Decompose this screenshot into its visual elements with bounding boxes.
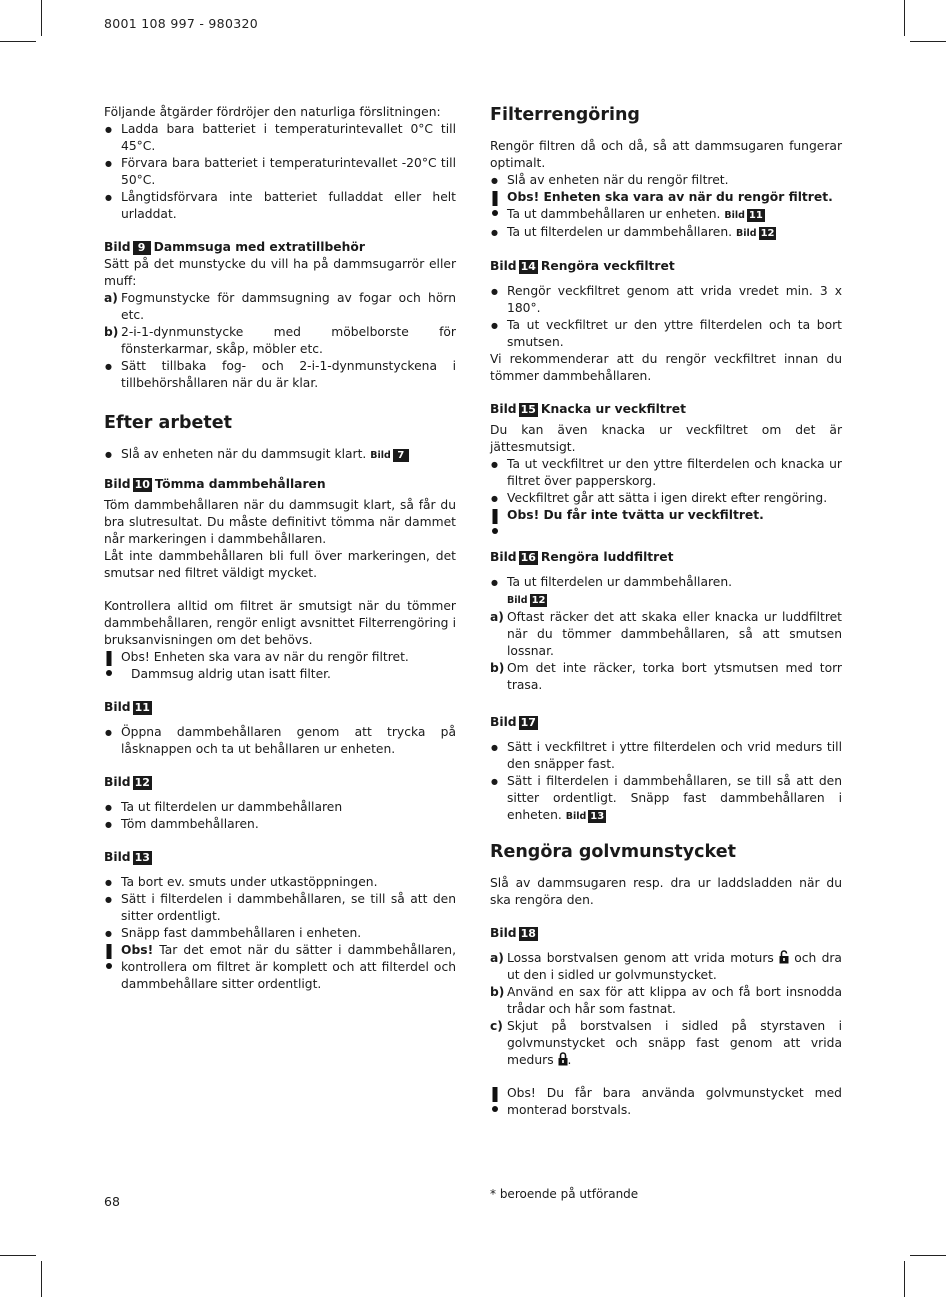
section-text: Vi rekommenderar att du rengör veckfiltret innan du tömmer dammbehållaren. xyxy=(490,352,842,383)
section-text: Töm dammbehållaren när du dammsugit klart, så får du bra slutresultat. Du måste definitivt tömma när dammet når markeringen i dammbehållaren. xyxy=(104,498,456,546)
lettered-list xyxy=(104,290,456,358)
section-heading-bild-15: Bild 15 Knacka ur veckfiltret xyxy=(490,402,686,416)
section-heading-bild-10: Bild 10 Tömma dammbehållaren xyxy=(104,477,326,491)
lock-icon xyxy=(558,1052,568,1066)
warning-note: Obs! Tar det emot när du sätter i dammbehållaren, kontrollera om filtret är komplett och att filterdel och dammbehållare sitter ordentligt. xyxy=(104,942,456,993)
figure-number-badge: 12 xyxy=(760,228,775,239)
list-item: ● Sätt i filterdelen i dammbehållaren, se till så att den sitter ordentligt. xyxy=(104,891,456,925)
figure-number-badge: 18 xyxy=(520,926,536,940)
figure-number-badge: 17 xyxy=(520,715,536,729)
section-text: Kontrollera alltid om filtret är smutsigt när du tömmer dammbehållaren, rengör enligt avsnittet Filterrengöring i bruksanvisningen om det behövs. xyxy=(104,599,456,647)
list-item: ● Ta ut veckfiltret ur den yttre filterdelen och knacka ur filtret över papperskorg. xyxy=(490,456,842,490)
crop-mark xyxy=(904,0,905,36)
section-heading-bild-9: Bild 9 Dammsuga med extratillbehör xyxy=(104,240,365,254)
figure-number-badge: 15 xyxy=(520,402,536,416)
right-column xyxy=(490,104,842,1119)
list-item: ● Snäpp fast dammbehållaren i enheten. xyxy=(104,925,456,942)
section-title-rengora-golvmunstycket: Rengöra golvmunstycket xyxy=(490,842,736,862)
figure-number-badge: 13 xyxy=(590,811,605,822)
warning-note: Obs! Du får inte tvätta ur veckfiltret. xyxy=(490,507,842,541)
section-heading-bild-18: Bild 18 xyxy=(490,926,536,940)
section-text: Slå av dammsugaren resp. dra ur laddsladden när du ska rengöra den. xyxy=(490,876,842,907)
crop-mark xyxy=(0,1255,36,1256)
list-item: ● Förvara bara batteriet i temperaturintevallet -20°C till 50°C. xyxy=(104,155,456,189)
figure-number-badge: 7 xyxy=(393,449,409,462)
figure-number-badge: 13 xyxy=(134,850,150,864)
list-item: ● Långtidsförvara inte batteriet fulladdat eller helt urladdat. xyxy=(104,189,456,223)
intro-text: Följande åtgärder fördröjer den naturliga förslitningen: xyxy=(104,105,441,119)
crop-mark xyxy=(904,1261,905,1297)
list-item: a) Fogmunstycke för dammsugning av fogar och hörn etc. xyxy=(104,291,456,322)
left-column xyxy=(104,104,456,993)
list-item: ● Ta ut filterdelen ur dammbehållaren xyxy=(104,799,456,816)
warning-icon xyxy=(105,944,113,970)
footnote: * beroende på utförande xyxy=(490,1187,639,1201)
warning-note: Obs! Enheten ska vara av när du rengör filtret. Dammsug aldrig utan isatt filter. xyxy=(104,649,456,683)
lettered-list xyxy=(490,609,842,694)
intro-list xyxy=(104,121,456,223)
list-item: ● Öppna dammbehållaren genom att trycka på låsknappen och ta ut behållaren ur enheten. xyxy=(104,724,456,758)
crop-mark xyxy=(0,41,36,42)
list-item: a) Oftast räcker det att skaka eller knacka ur luddfiltret när du tömmer dammbehållaren, så att smutsen lossnar. xyxy=(490,610,842,658)
list-item: ● Sätt i filterdelen i dammbehållaren, se till så att den sitter ordentligt. Snäpp fast dammbehållaren i enheten. Bild 13 xyxy=(490,773,842,825)
list-item: b) 2-i-1-dynmunstycke med möbelborste för fönsterkarmar, skåp, möbler etc. xyxy=(104,325,456,356)
section-heading-bild-17: Bild 17 xyxy=(490,715,536,729)
section-heading-bild-13: Bild 13 xyxy=(104,850,150,864)
crop-mark xyxy=(910,1255,946,1256)
list-item: ● Ladda bara batteriet i temperaturintevallet 0°C till 45°C. xyxy=(104,121,456,155)
list-item: b) Om det inte räcker, torka bort ytsmutsen med torr trasa. xyxy=(490,661,842,692)
warning-icon xyxy=(105,651,113,677)
figure-number-badge: 12 xyxy=(531,595,546,606)
list-item: ● Ta ut veckfiltret ur den yttre filterdelen och ta bort smutsen. xyxy=(490,317,842,351)
figure-number-badge: 11 xyxy=(748,210,763,221)
list-item: b) Använd en sax för att klippa av och få bort insnodda trådar och hår som fastnat. xyxy=(490,985,842,1016)
figure-number-badge: 14 xyxy=(520,259,536,273)
list-item: c) Skjut på borstvalsen i sidled på styrstaven i golvmunstycket och snäpp fast genom att vrida medurs . xyxy=(490,1019,842,1067)
warning-note: Obs! Enheten ska vara av när du rengör filtret. Ta ut dammbehållaren ur enheten. Bild 11 xyxy=(490,189,842,224)
section-text: Sätt på det munstycke du vill ha på dammsugarrör eller muff: xyxy=(104,257,456,288)
list-item: ● Ta bort ev. smuts under utkastöppningen. xyxy=(104,874,456,891)
list-item: ● Sätt tillbaka fog- och 2-i-1-dynmunstyckena i tillbehörshållaren när du är klar. xyxy=(104,358,456,392)
warning-icon xyxy=(491,1087,499,1113)
section-heading-bild-14: Bild 14 Rengöra veckfiltret xyxy=(490,259,675,273)
list-item: ● Slå av enheten när du dammsugit klart. Bild 7 xyxy=(104,446,456,464)
page-number: 68 xyxy=(104,1194,120,1209)
list-item: ● Slå av enheten när du rengör filtret. xyxy=(490,172,842,189)
section-heading-bild-12: Bild 12 xyxy=(104,775,150,789)
section-text: Du kan även knacka ur veckfiltret om det är jättesmutsigt. xyxy=(490,423,842,454)
list-item: ● Sätt i veckfiltret i yttre filterdelen och vrid medurs till den snäpper fast. xyxy=(490,739,842,773)
section-text: Låt inte dammbehållaren bli full över markeringen, det smutsar ned filtret väldigt mycket. xyxy=(104,549,456,580)
list-item: ● Rengör veckfiltret genom att vrida vredet min. 3 x 180°. xyxy=(490,283,842,317)
section-heading-bild-11: Bild 11 xyxy=(104,700,150,714)
figure-number-badge: 12 xyxy=(134,775,150,789)
section-heading-bild-16: Bild 16 Rengöra luddfiltret xyxy=(490,550,674,564)
section-text: Rengör filtren då och då, så att dammsugaren fungerar optimalt. xyxy=(490,139,842,170)
list-item: ● Ta ut filterdelen ur dammbehållaren. Bild 12 xyxy=(490,224,842,242)
warning-icon xyxy=(491,191,499,217)
section-title-efter-arbetet: Efter arbetet xyxy=(104,413,232,433)
crop-mark xyxy=(41,1261,42,1297)
lettered-list xyxy=(490,950,842,1069)
document-id: 8001 108 997 - 980320 xyxy=(104,16,258,31)
crop-mark xyxy=(910,41,946,42)
list-item: ● Töm dammbehållaren. xyxy=(104,816,456,833)
list-item: ● Veckfiltret går att sätta i igen direkt efter rengöring. xyxy=(490,490,842,507)
figure-number-badge: 10 xyxy=(134,477,150,491)
figure-number-badge: 9 xyxy=(133,241,151,255)
list-item: ● Ta ut filterdelen ur dammbehållaren. Bild 12 xyxy=(490,574,842,609)
section-title-filterrengoring: Filterrengöring xyxy=(490,105,640,125)
figure-number-badge: 11 xyxy=(134,700,150,714)
unlock-icon xyxy=(779,950,789,964)
warning-icon xyxy=(491,509,499,535)
warning-note: Obs! Du får bara använda golvmunstycket med monterad borstvals. xyxy=(490,1085,842,1119)
figure-number-badge: 16 xyxy=(520,550,536,564)
list-item: a) Lossa borstvalsen genom att vrida moturs och dra ut den i sidled ur golvmunstycket. xyxy=(490,951,842,982)
crop-mark xyxy=(41,0,42,36)
